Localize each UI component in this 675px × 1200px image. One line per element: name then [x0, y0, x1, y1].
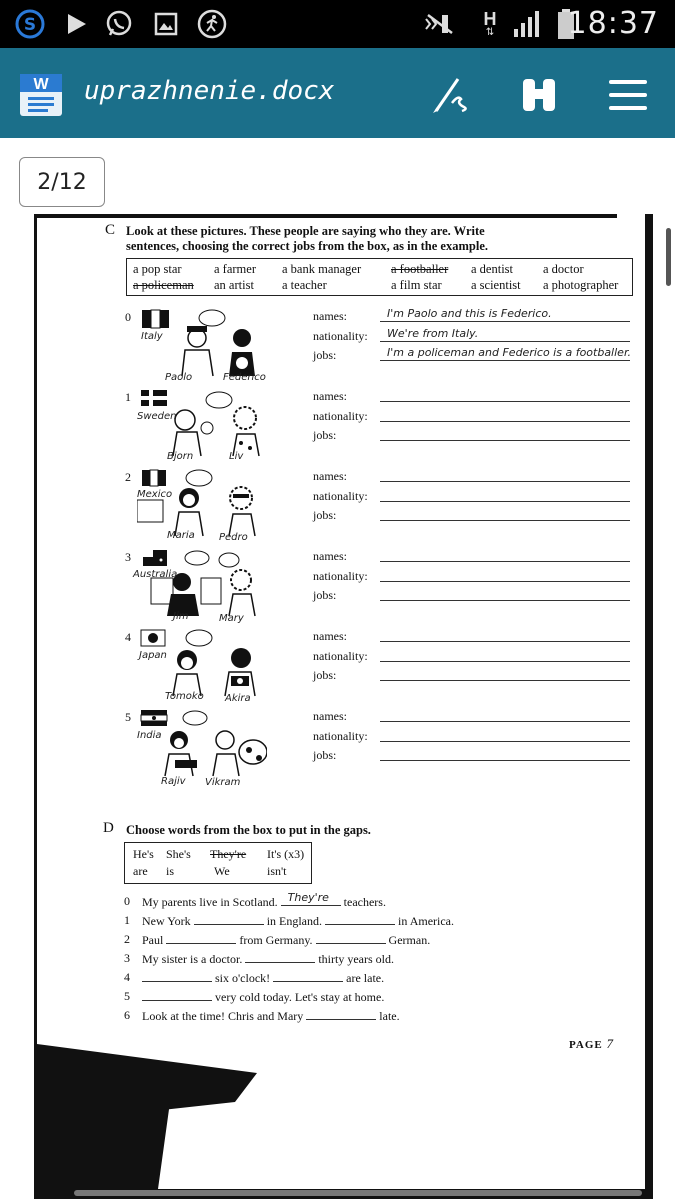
- answer-line[interactable]: [380, 721, 630, 722]
- names-label: names:: [313, 309, 347, 323]
- answer-line[interactable]: [380, 360, 630, 361]
- sentence-text: from Germany.: [239, 933, 313, 947]
- exercise-number: 4: [125, 630, 131, 644]
- job-option: a scientist: [471, 278, 521, 292]
- person-label: Liv: [229, 451, 244, 462]
- gap-sentence-5: [142, 989, 384, 1005]
- jobs-label: jobs:: [313, 348, 337, 362]
- illustration-india: [137, 708, 267, 778]
- person-label: Tomoko: [165, 691, 204, 702]
- jobs-label: jobs:: [313, 668, 337, 682]
- answer-line[interactable]: [380, 440, 630, 441]
- page-footer-number: 7: [606, 1036, 614, 1051]
- answer-line[interactable]: [380, 481, 630, 482]
- person-label: Bjorn: [167, 451, 194, 462]
- sentence-text: thirty years old.: [318, 952, 394, 966]
- person-label: Vikram: [205, 777, 241, 788]
- page-footer: [569, 1036, 614, 1052]
- country-label: India: [137, 730, 162, 741]
- job-option: a bank manager: [282, 262, 362, 276]
- answer-line[interactable]: [380, 341, 630, 342]
- exercise-number: 0: [125, 310, 131, 324]
- person-label: Akira: [225, 693, 251, 704]
- section-c-letter: C: [105, 222, 116, 238]
- sentence-text: late.: [379, 1009, 400, 1023]
- page-footer-label: PAGE: [569, 1039, 603, 1051]
- exercise-number: 5: [125, 710, 131, 724]
- answer-line[interactable]: [380, 520, 630, 521]
- exercise-number: 2: [125, 470, 131, 484]
- sentence-text: teachers.: [343, 895, 386, 909]
- gap-sentence-3: [142, 951, 394, 967]
- item-number: 2: [124, 932, 130, 946]
- person-label: Rajiv: [161, 776, 186, 787]
- illustration-australia: [137, 548, 267, 618]
- sentence-text: My parents live in Scotland.: [142, 895, 278, 909]
- illustration-japan: [137, 628, 267, 698]
- answer-line[interactable]: [380, 561, 630, 562]
- illustration-mexico: [137, 468, 267, 538]
- answer-line[interactable]: [380, 401, 630, 402]
- item-number: 1: [124, 913, 130, 927]
- names-label: names:: [313, 469, 347, 483]
- word-option: isn't: [267, 864, 287, 878]
- person-label: Paolo: [165, 372, 193, 383]
- answer-line[interactable]: [380, 661, 630, 662]
- find-icon[interactable]: [514, 70, 564, 120]
- sentence-text: Look at the time! Chris and Mary: [142, 1009, 304, 1023]
- exercise-number: 1: [125, 390, 131, 404]
- nationality-label: nationality:: [313, 329, 368, 343]
- sentence-text: New York: [142, 914, 191, 928]
- mute-icon: [424, 8, 456, 40]
- nationality-label: nationality:: [313, 489, 368, 503]
- country-label: Japan: [139, 650, 167, 661]
- job-option-used: a policeman: [133, 278, 194, 292]
- gap-answer: They're: [287, 891, 329, 904]
- jobs-label: jobs:: [313, 428, 337, 442]
- item-number: 0: [124, 894, 130, 908]
- app-bar: [0, 48, 675, 138]
- answer-line[interactable]: [380, 741, 630, 742]
- signal-icon: [510, 8, 542, 40]
- gap-blank[interactable]: [166, 932, 236, 944]
- play-store-icon: [60, 8, 92, 40]
- sentence-text: very cold today. Let's stay at home.: [215, 990, 385, 1004]
- word-option: He's: [133, 847, 154, 861]
- document-page: [34, 214, 653, 1199]
- gap-blank[interactable]: [245, 951, 315, 963]
- gap-blank[interactable]: [306, 1008, 376, 1020]
- gap-blank[interactable]: [142, 989, 212, 1001]
- horizontal-scrollbar[interactable]: [74, 1190, 642, 1196]
- nationality-label: nationality:: [313, 729, 368, 743]
- item-number: 5: [124, 989, 130, 1003]
- nationality-label: nationality:: [313, 569, 368, 583]
- item-number: 4: [124, 970, 130, 984]
- edit-icon[interactable]: [425, 70, 475, 120]
- word-option: We: [214, 864, 230, 878]
- person-label: Pedro: [219, 532, 248, 543]
- nationality-answer: We're from Italy.: [387, 327, 479, 340]
- person-label: Mary: [219, 613, 244, 624]
- gap-blank[interactable]: [142, 970, 212, 982]
- gallery-icon: [150, 8, 182, 40]
- answer-line[interactable]: [380, 760, 630, 761]
- section-c-instruction-line2: sentences, choosing the correct jobs from the box, as in the example.: [126, 239, 488, 253]
- gap-blank[interactable]: [194, 913, 264, 925]
- document-title: uprazhnenie.docx: [84, 76, 335, 106]
- job-option: a farmer: [214, 262, 256, 276]
- answer-line[interactable]: [380, 321, 630, 322]
- gap-sentence-6: [142, 1008, 400, 1024]
- page-top-rule: [37, 214, 617, 218]
- scan-shadow: [37, 1044, 257, 1189]
- country-label: Australia: [133, 569, 178, 580]
- item-number: 3: [124, 951, 130, 965]
- section-c-instruction-line1: Look at these pictures. These people are saying who they are. Write: [126, 224, 485, 238]
- job-option: a dentist: [471, 262, 514, 276]
- gap-blank[interactable]: [316, 932, 386, 944]
- person-label: Jim: [173, 611, 189, 622]
- section-d-letter: D: [103, 820, 114, 836]
- illustration-sweden: [137, 388, 267, 458]
- names-label: names:: [313, 549, 347, 563]
- job-option: a pop star: [133, 262, 182, 276]
- fitness-icon: [196, 8, 228, 40]
- word-option-used: They're: [210, 847, 247, 861]
- nationality-label: nationality:: [313, 649, 368, 663]
- jobs-label: jobs:: [313, 588, 337, 602]
- sentence-text: in America.: [398, 914, 454, 928]
- answer-line[interactable]: [380, 680, 630, 681]
- job-option: a film star: [391, 278, 442, 292]
- sentence-text: My sister is a doctor.: [142, 952, 243, 966]
- gap-blank[interactable]: [281, 891, 341, 906]
- sentence-text: are late.: [346, 971, 385, 985]
- gap-blank[interactable]: [325, 913, 395, 925]
- gap-blank[interactable]: [273, 970, 343, 982]
- word-option: are: [133, 864, 148, 878]
- job-option: an artist: [214, 278, 254, 292]
- job-option: a doctor: [543, 262, 584, 276]
- country-label: Sweden: [137, 411, 177, 422]
- clock: 18:37: [567, 6, 659, 41]
- job-option-used: a footballer: [391, 262, 449, 276]
- answer-line[interactable]: [380, 581, 630, 582]
- sentence-text: German.: [388, 933, 431, 947]
- word-option: is: [166, 864, 175, 878]
- gap-sentence-0: [142, 891, 386, 910]
- word-option: It's (x3): [267, 847, 305, 861]
- sentence-text: Paul: [142, 933, 164, 947]
- section-d-instruction: Choose words from the box to put in the gaps.: [126, 823, 371, 837]
- jobs-box: [126, 258, 633, 296]
- person-label: Federico: [223, 372, 266, 383]
- sentence-text: six o'clock!: [215, 971, 271, 985]
- status-bar: [0, 0, 675, 48]
- gap-sentence-1: [142, 913, 454, 929]
- gap-sentence-4: [142, 970, 384, 986]
- illustration-italy: [137, 308, 267, 378]
- word-option: She's: [166, 847, 191, 861]
- names-answer: I'm Paolo and this is Federico.: [387, 307, 552, 320]
- job-option: a teacher: [282, 278, 327, 292]
- page-indicator: 2/12: [19, 157, 105, 207]
- s-app-icon: [14, 8, 46, 40]
- names-label: names:: [313, 389, 347, 403]
- menu-icon[interactable]: [603, 70, 653, 120]
- jobs-answer: I'm a policeman and Federico is a footballer.: [387, 346, 631, 359]
- svg-text:S: S: [23, 15, 37, 35]
- job-option: a photographer: [543, 278, 619, 292]
- exercise-number: 3: [125, 550, 131, 564]
- answer-line[interactable]: [380, 421, 630, 422]
- svg-text:W: W: [33, 76, 49, 93]
- country-label: Italy: [141, 331, 163, 342]
- person-label: Maria: [167, 530, 195, 541]
- word-app-icon[interactable]: [18, 72, 64, 118]
- answer-line[interactable]: [380, 600, 630, 601]
- word-box: [124, 842, 312, 884]
- names-label: names:: [313, 709, 347, 723]
- item-number: 6: [124, 1008, 130, 1022]
- network-h-icon: H ⇅: [483, 9, 497, 38]
- answer-line[interactable]: [380, 501, 630, 502]
- nationality-label: nationality:: [313, 409, 368, 423]
- gap-sentence-2: [142, 932, 430, 948]
- jobs-label: jobs:: [313, 748, 337, 762]
- vertical-scrollbar[interactable]: [666, 228, 671, 286]
- names-label: names:: [313, 629, 347, 643]
- answer-line[interactable]: [380, 641, 630, 642]
- country-label: Mexico: [137, 489, 173, 500]
- whatsapp-icon: [103, 8, 135, 40]
- jobs-label: jobs:: [313, 508, 337, 522]
- sentence-text: in England.: [266, 914, 323, 928]
